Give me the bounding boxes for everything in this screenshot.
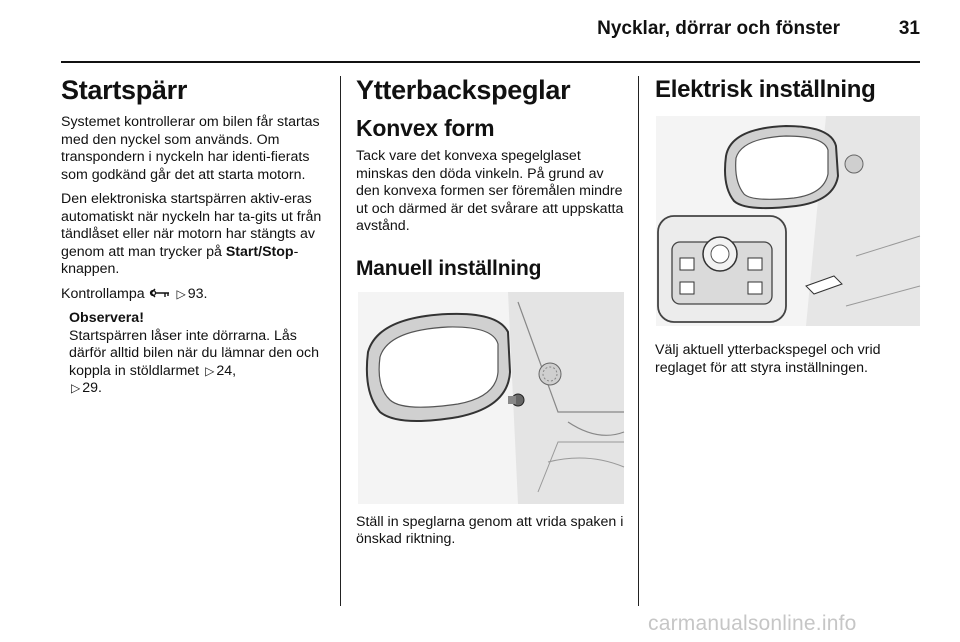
figure-caption: Välj aktuell ytterbackspegel och vrid reglaget för att styra inställningen. [655, 342, 881, 376]
immobilizer-lamp-icon [149, 287, 171, 299]
note-text: Startspärren låser inte dörrarna. Lås därför alltid bilen när du lämnar den och koppla in stöldlarmet [69, 327, 320, 379]
warning-lamp-reference [61, 286, 325, 304]
section-heading: Ytterbackspeglar [356, 75, 571, 105]
column-ytterbackspeglar [356, 74, 626, 556]
running-header-title: Nycklar, dörrar och fönster [597, 18, 840, 39]
page-number: 31 [898, 18, 920, 39]
header-rule [61, 61, 920, 63]
column-startspärr [61, 74, 325, 398]
electric-mirror-control-illustration [655, 116, 921, 326]
paragraph-text: -knappen. [61, 243, 299, 277]
column-divider [638, 76, 639, 606]
page-ref-arrow-icon: ▷ [205, 363, 215, 378]
page-ref[interactable]: 93. [187, 285, 208, 302]
paragraph: Tack vare det konvexa spegelglaset minskas den döda vinkeln. På grund av den konvexa formen ser föremålen mindre ut och därmed är det svårare att uppskatta avstånd. [356, 148, 624, 234]
subsection-heading: Manuell inställning [356, 256, 542, 280]
section-heading: Startspärr [61, 75, 188, 105]
paragraph: Systemet kontrollerar om bilen får startas med den nyckel som används. Om transpondern i nyckeln har identi-fierats som godkänd går det att starta motorn. [61, 114, 320, 183]
page-ref-arrow-icon: ▷ [71, 381, 81, 395]
column-elektrisk-installning [655, 74, 921, 384]
start-stop-label: Start/Stop [225, 243, 294, 260]
paragraph-text: Den elektroniska startspärren aktiv-eras automatiskt när nyckeln har ta-gits ut från tändlåset eller när motorn har stängts av genom att man trycker på [61, 191, 322, 260]
figure-caption: Ställ in speglarna genom att vrida spaken i önskad riktning. [356, 513, 624, 547]
page-ref[interactable]: 24, [216, 362, 237, 379]
column-divider [340, 76, 341, 606]
paragraph [61, 191, 325, 279]
page-ref[interactable]: 29. [82, 380, 102, 396]
manual-mirror-adjustment-illustration [356, 292, 626, 504]
note-title: Observera! [69, 310, 144, 326]
watermark: carmanualsonline.info [648, 612, 857, 635]
lamp-label: Kontrollampa [61, 285, 145, 302]
note-body [69, 328, 325, 398]
section-heading: Elektrisk inställning [655, 76, 876, 103]
note-box [69, 310, 325, 398]
page-ref-arrow-icon: ▷ [176, 286, 186, 301]
subsection-heading: Konvex form [356, 115, 495, 141]
